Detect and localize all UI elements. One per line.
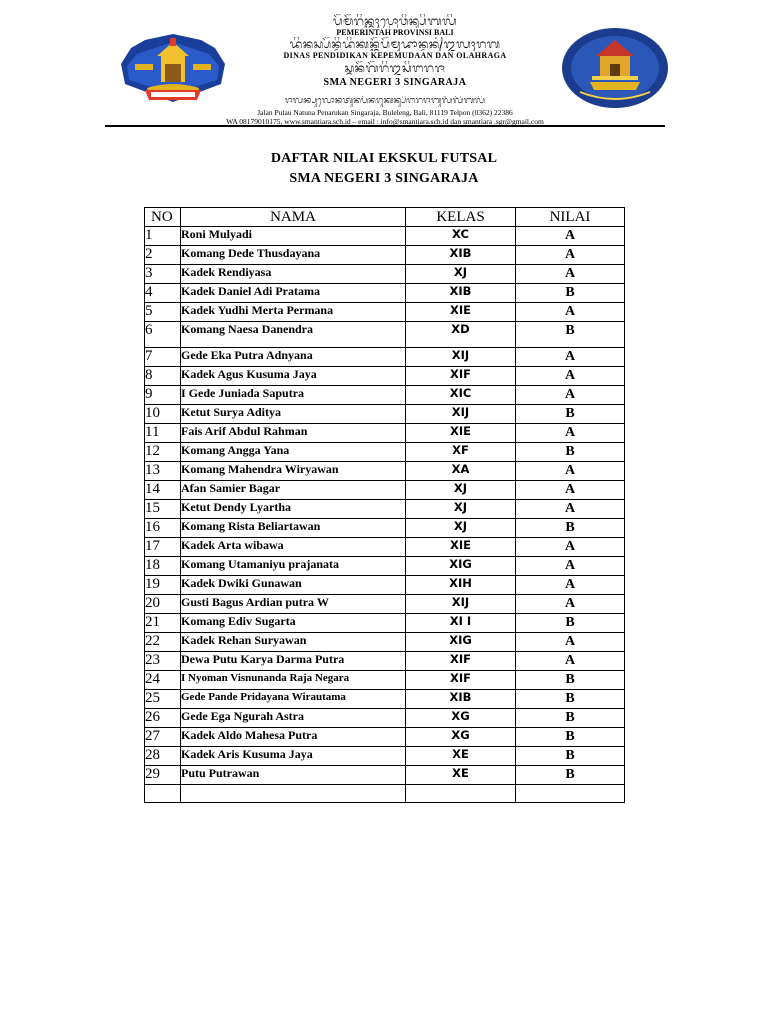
table-row <box>145 728 625 747</box>
grade: B <box>516 766 625 785</box>
class-name: XIF <box>406 671 516 690</box>
student-name: Kadek Daniel Adi Pratama <box>181 284 406 303</box>
table-row <box>145 671 625 690</box>
class-name: XC <box>406 227 516 246</box>
grade: A <box>516 633 625 652</box>
student-name: Kadek Arta wibawa <box>181 538 406 557</box>
class-name: XJ <box>406 519 516 538</box>
table-row <box>145 246 625 265</box>
letterhead-text <box>230 14 560 89</box>
class-name: XG <box>406 728 516 747</box>
table-row <box>145 303 625 322</box>
class-name: XIB <box>406 246 516 265</box>
student-name: Putu Putrawan <box>181 766 406 785</box>
grade: B <box>516 405 625 424</box>
table-row <box>145 284 625 303</box>
row-number: 23 <box>145 652 181 671</box>
school-address: Jalan Pulau Natuna Penarukan Singaraja, Buleleng, Bali, 81119 Telpon (0362) 22386 <box>257 108 513 117</box>
table-row <box>145 595 625 614</box>
row-number: 12 <box>145 443 181 462</box>
class-name: XIG <box>406 557 516 576</box>
table-row <box>145 481 625 500</box>
school-contact: WA 08179010175, www.smantiara.sch.id – email : info@smantiara.sch.id dan smantiara .sgr@gmail.com <box>226 117 544 126</box>
student-name: Komang Rista Beliartawan <box>181 519 406 538</box>
student-name: Komang Naesa Danendra <box>181 322 406 348</box>
grade: B <box>516 519 625 538</box>
class-name: XIG <box>406 633 516 652</box>
row-number: 5 <box>145 303 181 322</box>
student-name: I Nyoman Visnunanda Raja Negara <box>181 671 406 690</box>
header-kelas: KELAS <box>406 208 516 227</box>
table-row <box>145 614 625 633</box>
row-number: 15 <box>145 500 181 519</box>
student-name <box>181 785 406 803</box>
row-number: 1 <box>145 227 181 246</box>
grade: A <box>516 367 625 386</box>
class-name: XIF <box>406 652 516 671</box>
table-row <box>145 500 625 519</box>
table-row <box>145 367 625 386</box>
grade <box>516 785 625 803</box>
grade: A <box>516 481 625 500</box>
table-row <box>145 386 625 405</box>
student-name: Kadek Rendiyasa <box>181 265 406 284</box>
government-name: PEMERINTAH PROVINSI BALI <box>336 28 454 37</box>
student-name: Komang Utamaniyu prajanata <box>181 557 406 576</box>
student-name: I Gede Juniada Saputra <box>181 386 406 405</box>
class-name: XA <box>406 462 516 481</box>
document-title: DAFTAR NILAI EKSKUL FUTSAL <box>270 151 498 166</box>
student-name: Afan Samier Bagar <box>181 481 406 500</box>
class-name: XIJ <box>406 595 516 614</box>
class-name: XJ <box>406 265 516 284</box>
table-row <box>145 265 625 284</box>
student-name: Kadek Aris Kusuma Jaya <box>181 747 406 766</box>
letterhead-divider <box>105 125 665 127</box>
class-name: XG <box>406 709 516 728</box>
row-number: 27 <box>145 728 181 747</box>
table-row <box>145 405 625 424</box>
table-row <box>145 557 625 576</box>
grade: B <box>516 671 625 690</box>
grade: A <box>516 576 625 595</box>
class-name: XD <box>406 322 516 348</box>
student-name: Komang Mahendra Wiryawan <box>181 462 406 481</box>
grade: A <box>516 386 625 405</box>
row-number: 3 <box>145 265 181 284</box>
table-row <box>145 576 625 595</box>
table-header-row <box>145 208 625 227</box>
grade: A <box>516 265 625 284</box>
table-row <box>145 709 625 728</box>
table-row <box>145 633 625 652</box>
grade: B <box>516 322 625 348</box>
row-number: 16 <box>145 519 181 538</box>
grade: A <box>516 652 625 671</box>
table-row <box>145 690 625 709</box>
grade: A <box>516 595 625 614</box>
bali-province-emblem-icon <box>117 30 229 106</box>
row-number: 17 <box>145 538 181 557</box>
class-name: XIB <box>406 690 516 709</box>
table-row <box>145 227 625 246</box>
row-number: 24 <box>145 671 181 690</box>
grade: A <box>516 424 625 443</box>
grade: B <box>516 690 625 709</box>
table-row <box>145 519 625 538</box>
header-nilai: NILAI <box>516 208 625 227</box>
table-row <box>145 747 625 766</box>
grade: A <box>516 557 625 576</box>
row-number <box>145 785 181 803</box>
student-name: Gede Pande Pridayana Wirautama <box>181 690 406 709</box>
row-number: 8 <box>145 367 181 386</box>
balinese-script-school: ᬲ᭄ᬫᬦᭂᬕᭂᬭᬶ᭓ᬲᬶᬗᬭᬚ <box>344 61 446 75</box>
student-name: Gusti Bagus Ardian putra W <box>181 595 406 614</box>
table-row <box>145 348 625 367</box>
table-row <box>145 462 625 481</box>
row-number: 11 <box>145 424 181 443</box>
grade: B <box>516 728 625 747</box>
row-number: 2 <box>145 246 181 265</box>
class-name: XIE <box>406 303 516 322</box>
row-number: 20 <box>145 595 181 614</box>
grade: B <box>516 614 625 633</box>
row-number: 22 <box>145 633 181 652</box>
agency-name: DINAS PENDIDIKAN KEPEMUDAAN DAN OLAHRAGA <box>283 51 507 60</box>
student-name: Ketut Dendy Lyartha <box>181 500 406 519</box>
class-name: XF <box>406 443 516 462</box>
grade: B <box>516 443 625 462</box>
row-number: 18 <box>145 557 181 576</box>
table-row <box>145 538 625 557</box>
grade: A <box>516 348 625 367</box>
student-name: Kadek Aldo Mahesa Putra <box>181 728 406 747</box>
header-no: NO <box>145 208 181 227</box>
table-row <box>145 443 625 462</box>
grade: B <box>516 284 625 303</box>
grade: A <box>516 462 625 481</box>
balinese-script-address: ᬚᬮᬦ᭄ᬧᬸᬮᭀᬦᬢᬸᬦᬧᭂᬦᬭᬸᬓᬦ᭄ᬲᬶᬗᬭᬚᬩᬸᬮᭂᬮᭂᬂᬩᬮᬶ <box>284 96 486 106</box>
student-name: Ketut Surya Aditya <box>181 405 406 424</box>
balinese-script-agency: ᬤᬶᬦᬲ᭄ᬧᭂᬦ᭄ᬤᬶᬤᬶᬓᬦ᭄ᬓᭂᬧᭂᬫᬸᬤᬵᬦ᭄ᬤᬦ᭄ᬑᬮᬄᬭᬕ <box>289 37 501 51</box>
row-number: 9 <box>145 386 181 405</box>
student-name: Fais Arif Abdul Rahman <box>181 424 406 443</box>
balinese-script-province: ᬧᭂᬫᭂᬭᬶᬦ᭄ᬢᬄᬧ᭄ᬭᭀᬯᬶᬦ᭄ᬲᬶᬩᬮᬶ <box>332 14 458 28</box>
grade: A <box>516 303 625 322</box>
class-name: XIE <box>406 424 516 443</box>
student-name: Gede Ega Ngurah Astra <box>181 709 406 728</box>
row-number: 26 <box>145 709 181 728</box>
class-name: XIB <box>406 284 516 303</box>
row-number: 21 <box>145 614 181 633</box>
student-name: Roni Mulyadi <box>181 227 406 246</box>
letterhead <box>105 14 665 126</box>
grades-table <box>144 207 625 803</box>
row-number: 29 <box>145 766 181 785</box>
grades-table-body <box>145 227 625 803</box>
table-row <box>145 785 625 803</box>
student-name: Kadek Yudhi Merta Permana <box>181 303 406 322</box>
student-name: Kadek Rehan Suryawan <box>181 633 406 652</box>
student-name: Dewa Putu Karya Darma Putra <box>181 652 406 671</box>
document-subtitle: SMA NEGERI 3 SINGARAJA <box>289 171 479 186</box>
grade: B <box>516 709 625 728</box>
class-name: XIH <box>406 576 516 595</box>
class-name: XE <box>406 747 516 766</box>
table-row <box>145 766 625 785</box>
student-name: Komang Dede Thusdayana <box>181 246 406 265</box>
class-name: XIC <box>406 386 516 405</box>
class-name: XIJ <box>406 405 516 424</box>
row-number: 14 <box>145 481 181 500</box>
student-name: Komang Ediv Sugarta <box>181 614 406 633</box>
class-name: XJ <box>406 500 516 519</box>
grade: A <box>516 538 625 557</box>
class-name: XE <box>406 766 516 785</box>
row-number: 28 <box>145 747 181 766</box>
student-name: Kadek Dwiki Gunawan <box>181 576 406 595</box>
row-number: 6 <box>145 322 181 348</box>
grade: A <box>516 227 625 246</box>
row-number: 19 <box>145 576 181 595</box>
grade: B <box>516 747 625 766</box>
row-number: 7 <box>145 348 181 367</box>
row-number: 25 <box>145 690 181 709</box>
row-number: 4 <box>145 284 181 303</box>
table-row <box>145 424 625 443</box>
class-name <box>406 785 516 803</box>
class-name: XIE <box>406 538 516 557</box>
table-row <box>145 322 625 348</box>
grade: A <box>516 246 625 265</box>
class-name: XJ <box>406 481 516 500</box>
student-name: Kadek Agus Kusuma Jaya <box>181 367 406 386</box>
student-name: Komang Angga Yana <box>181 443 406 462</box>
row-number: 13 <box>145 462 181 481</box>
class-name: XIF <box>406 367 516 386</box>
class-name: XI I <box>406 614 516 633</box>
student-name: Gede Eka Putra Adnyana <box>181 348 406 367</box>
header-nama: NAMA <box>181 208 406 227</box>
school-name: SMA NEGERI 3 SINGARAJA <box>323 77 467 88</box>
table-row <box>145 652 625 671</box>
class-name: XIJ <box>406 348 516 367</box>
row-number: 10 <box>145 405 181 424</box>
grade: A <box>516 500 625 519</box>
